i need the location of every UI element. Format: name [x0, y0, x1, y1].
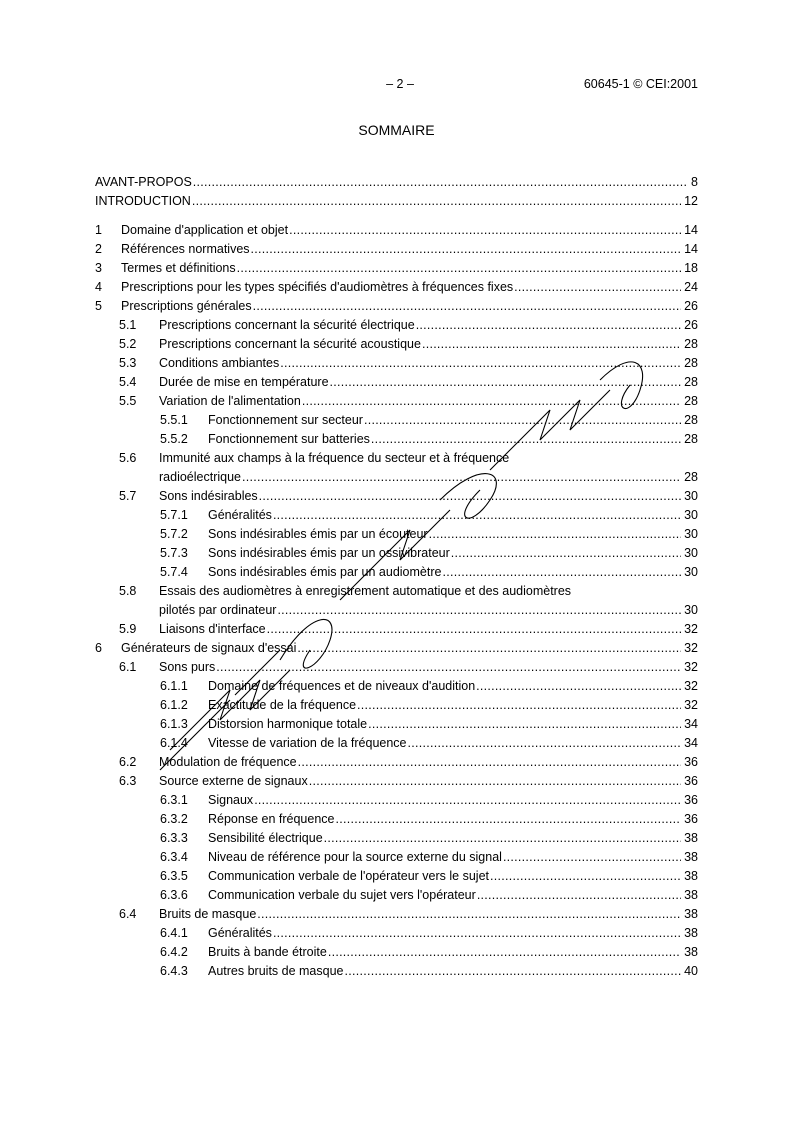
- page-ref: 8: [691, 175, 698, 189]
- entry-line: [159, 392, 698, 411]
- page-ref: 38: [684, 831, 698, 845]
- entry-line: [121, 221, 698, 240]
- dot-leader: [367, 715, 681, 734]
- entry-title: Fonctionnement sur secteur: [208, 413, 363, 427]
- entry-line: [159, 753, 698, 772]
- entry-title: Sensibilité électrique: [208, 831, 323, 845]
- entry-line: [159, 373, 698, 392]
- page-ref: 26: [684, 299, 698, 313]
- page-ref: 18: [684, 261, 698, 275]
- entry-line: [208, 943, 698, 962]
- dot-leader: [502, 848, 681, 867]
- entry-title: Fonctionnement sur batteries: [208, 432, 370, 446]
- toc-entry: [95, 905, 698, 924]
- entry-number: 6.1.2: [160, 698, 188, 712]
- entry-title: Générateurs de signaux d'essai: [121, 641, 297, 655]
- dot-leader: [308, 772, 681, 791]
- dot-leader: [241, 468, 681, 487]
- page-ref: 30: [684, 508, 698, 522]
- page-ref: 14: [684, 223, 698, 237]
- entry-line: [208, 829, 698, 848]
- dot-leader: [475, 677, 681, 696]
- entry-number: 6.3.1: [160, 793, 188, 807]
- dot-leader: [256, 905, 681, 924]
- entry-number: 5.6: [119, 451, 137, 465]
- dot-leader: [370, 430, 681, 449]
- dot-leader: [301, 392, 681, 411]
- toc-entry: [95, 867, 698, 886]
- toc-entry: [95, 924, 698, 943]
- page-ref: 32: [684, 660, 698, 674]
- dot-leader: [192, 173, 688, 192]
- entry-title: AVANT-PROPOS: [95, 175, 192, 189]
- dot-leader: [334, 810, 681, 829]
- entry-title: Immunité aux champs à la fréquence du secteur et à fréquence: [159, 451, 510, 465]
- entry-title: Réponse en fréquence: [208, 812, 335, 826]
- entry-line: [208, 791, 698, 810]
- page-ref: 34: [684, 717, 698, 731]
- entry-number: 5.7.3: [160, 546, 188, 560]
- entry-title: Généralités: [208, 508, 272, 522]
- toc-entry: [95, 563, 698, 582]
- toc-entry: [95, 829, 698, 848]
- page-ref: 38: [684, 869, 698, 883]
- entry-line: [208, 563, 698, 582]
- entry-title: Niveau de référence pour la source externe du signal: [208, 850, 502, 864]
- entry-number: 5.5.2: [160, 432, 188, 446]
- toc-entry: [95, 772, 698, 791]
- entry-line: [208, 525, 698, 544]
- dot-leader: [489, 867, 681, 886]
- entry-line: [208, 430, 698, 449]
- entry-line: [208, 848, 698, 867]
- page-ref: 32: [684, 698, 698, 712]
- entry-title: Domaine d'application et objet: [121, 223, 289, 237]
- entry-number: 5.7: [119, 489, 137, 503]
- dot-leader: [276, 601, 681, 620]
- page-ref: 14: [684, 242, 698, 256]
- page-ref: 28: [684, 356, 698, 370]
- dot-leader: [272, 924, 681, 943]
- page-ref: 36: [684, 812, 698, 826]
- page-ref: 30: [684, 527, 698, 541]
- page-ref: 28: [684, 432, 698, 446]
- entry-title: Durée de mise en température: [159, 375, 329, 389]
- dot-leader: [296, 639, 681, 658]
- dot-leader: [250, 240, 682, 259]
- dot-leader: [215, 658, 681, 677]
- toc-entry: [95, 354, 698, 373]
- page-ref: 26: [684, 318, 698, 332]
- dot-leader: [407, 734, 682, 753]
- entry-number: 5.8: [119, 584, 137, 598]
- entry-title: Prescriptions concernant la sécurité électrique: [159, 318, 415, 332]
- entry-line: [208, 886, 698, 905]
- entry-number: 5: [95, 299, 102, 313]
- toc-entry: [95, 411, 698, 430]
- entry-line: [121, 297, 698, 316]
- dot-leader: [363, 411, 681, 430]
- toc-entry: [95, 582, 698, 620]
- entry-line: [208, 411, 698, 430]
- entry-title: Prescriptions pour les types spécifiés d'audiomètres à fréquences fixes: [121, 280, 514, 294]
- dot-leader: [344, 962, 682, 981]
- toc-entry: [95, 734, 698, 753]
- entry-title: Domaine de fréquences et de niveaux d'audition: [208, 679, 476, 693]
- dot-leader: [450, 544, 681, 563]
- page-ref: 28: [684, 337, 698, 351]
- entry-number: 5.7.2: [160, 527, 188, 541]
- page-ref: 34: [684, 736, 698, 750]
- page-ref: 30: [684, 546, 698, 560]
- page-ref: 32: [684, 641, 698, 655]
- toc-entry: [95, 430, 698, 449]
- entry-title: Sons indésirables émis par un audiomètre: [208, 565, 442, 579]
- page-ref: 30: [684, 565, 698, 579]
- page-title: SOMMAIRE: [358, 122, 435, 138]
- dot-leader: [513, 278, 681, 297]
- entry-number: 5.9: [119, 622, 137, 636]
- document-reference: 60645-1 © CEI:2001: [583, 77, 698, 91]
- page-ref: 28: [684, 375, 698, 389]
- entry-line: [95, 173, 698, 192]
- entry-number: 6.4: [119, 907, 137, 921]
- entry-number: 2: [95, 242, 102, 256]
- entry-number: 6.3.5: [160, 869, 188, 883]
- dot-leader: [415, 316, 681, 335]
- dot-leader: [327, 943, 681, 962]
- dot-leader: [476, 886, 681, 905]
- page-ref: 38: [684, 926, 698, 940]
- dot-leader: [441, 563, 681, 582]
- dot-leader: [323, 829, 681, 848]
- entry-title: Bruits de masque: [159, 907, 257, 921]
- entry-line: [208, 962, 698, 981]
- toc-entry: [95, 544, 698, 563]
- page-ref: 30: [684, 603, 698, 617]
- entry-title: Bruits à bande étroite: [208, 945, 327, 959]
- entry-title: Essais des audiomètres à enregistrement automatique et des audiomètres: [159, 584, 572, 598]
- entry-number: 5.2: [119, 337, 137, 351]
- entry-number: 5.7.1: [160, 508, 188, 522]
- page-ref: 28: [684, 394, 698, 408]
- entry-line: [159, 772, 698, 791]
- toc-entry: [95, 449, 698, 487]
- toc-entry: [95, 373, 698, 392]
- toc-entry: [95, 715, 698, 734]
- page-ref: 40: [684, 964, 698, 978]
- entry-line: [208, 734, 698, 753]
- toc-entry: [95, 221, 698, 240]
- toc-entry: [95, 278, 698, 297]
- page-number: – 2 –: [386, 77, 414, 91]
- dot-leader: [279, 354, 681, 373]
- entry-number: 6.4.2: [160, 945, 188, 959]
- entry-number: 6.3.3: [160, 831, 188, 845]
- entry-title: Communication verbale de l'opérateur vers le sujet: [208, 869, 489, 883]
- entry-line: [159, 620, 698, 639]
- toc-entry: [95, 297, 698, 316]
- page-ref: 36: [684, 774, 698, 788]
- section-gap: [95, 211, 698, 221]
- entry-line: [121, 278, 698, 297]
- entry-number: 6.4.3: [160, 964, 188, 978]
- entry-title: Prescriptions générales: [121, 299, 252, 313]
- entry-line: [208, 677, 698, 696]
- entry-title: Exactitude de la fréquence: [208, 698, 357, 712]
- entry-title: Variation de l'alimentation: [159, 394, 301, 408]
- page-ref: 38: [684, 888, 698, 902]
- toc-entry: [95, 810, 698, 829]
- entry-title: pilotés par ordinateur: [159, 603, 277, 617]
- entry-number: 6.3.4: [160, 850, 188, 864]
- entry-title: Prescriptions concernant la sécurité acoustique: [159, 337, 421, 351]
- toc-entry: [95, 658, 698, 677]
- entry-title: Modulation de fréquence: [159, 755, 297, 769]
- entry-line: [208, 867, 698, 886]
- entry-title: Autres bruits de masque: [208, 964, 344, 978]
- entry-line: [159, 468, 698, 487]
- dot-leader: [272, 506, 681, 525]
- toc-entry: [95, 240, 698, 259]
- toc-entry: [95, 525, 698, 544]
- toc-entry: [95, 259, 698, 278]
- entry-line: [159, 658, 698, 677]
- toc-entry: [95, 696, 698, 715]
- entry-number: 4: [95, 280, 102, 294]
- entry-title: Sons indésirables émis par un ossivibrateur: [208, 546, 450, 560]
- toc-entry: [95, 392, 698, 411]
- page-ref: 12: [684, 194, 698, 208]
- page-ref: 30: [684, 489, 698, 503]
- toc-entry: [95, 487, 698, 506]
- entry-number: 5.4: [119, 375, 137, 389]
- entry-line: [208, 506, 698, 525]
- entry-number: 5.5: [119, 394, 137, 408]
- entry-number: 6.3: [119, 774, 137, 788]
- toc-entry: [95, 639, 698, 658]
- entry-number: 6.4.1: [160, 926, 188, 940]
- entry-line: [159, 487, 698, 506]
- entry-title: Termes et définitions: [121, 261, 236, 275]
- dot-leader: [191, 192, 681, 211]
- entry-number: 5.7.4: [160, 565, 188, 579]
- dot-leader: [258, 487, 681, 506]
- entry-title: Sons indésirables émis par un écouteur: [208, 527, 428, 541]
- entry-title: Signaux: [208, 793, 254, 807]
- toc-entry: [95, 962, 698, 981]
- table-of-contents: [95, 173, 698, 981]
- page-ref: 32: [684, 622, 698, 636]
- entry-number: 6.2: [119, 755, 137, 769]
- dot-leader: [252, 297, 681, 316]
- toc-entry: [95, 753, 698, 772]
- page-ref: 36: [684, 793, 698, 807]
- entry-title: Conditions ambiantes: [159, 356, 280, 370]
- dot-leader: [266, 620, 681, 639]
- entry-title: Communication verbale du sujet vers l'opérateur: [208, 888, 476, 902]
- entry-line: [208, 715, 698, 734]
- toc-entry: [95, 677, 698, 696]
- page-ref: 24: [684, 280, 698, 294]
- entry-number: 6: [95, 641, 102, 655]
- entry-number: 5.5.1: [160, 413, 188, 427]
- toc-entry: [95, 943, 698, 962]
- entry-line: [208, 696, 698, 715]
- toc-entry: [95, 173, 698, 192]
- entry-line: [159, 601, 698, 620]
- page-ref: 38: [684, 945, 698, 959]
- entry-number: 6.3.2: [160, 812, 188, 826]
- entry-line: [208, 810, 698, 829]
- entry-number: 6.3.6: [160, 888, 188, 902]
- page-ref: 28: [684, 470, 698, 484]
- entry-title: Source externe de signaux: [159, 774, 308, 788]
- entry-title: radioélectrique: [159, 470, 241, 484]
- toc-entry: [95, 791, 698, 810]
- entry-line: [159, 335, 698, 354]
- entry-number: 6.1.1: [160, 679, 188, 693]
- page-ref: 38: [684, 850, 698, 864]
- entry-number: 1: [95, 223, 102, 237]
- entry-title: Vitesse de variation de la fréquence: [208, 736, 407, 750]
- page-ref: 28: [684, 413, 698, 427]
- entry-title: Liaisons d'interface: [159, 622, 266, 636]
- entry-title: Généralités: [208, 926, 272, 940]
- entry-number: 5.3: [119, 356, 137, 370]
- page-ref: 36: [684, 755, 698, 769]
- entry-number: 6.1.3: [160, 717, 188, 731]
- toc-entry: [95, 620, 698, 639]
- toc-entry: [95, 848, 698, 867]
- entry-line: [95, 192, 698, 211]
- page-ref: 38: [684, 907, 698, 921]
- entry-number: 6.1: [119, 660, 137, 674]
- dot-leader: [421, 335, 681, 354]
- toc-entry: [95, 192, 698, 211]
- toc-entry: [95, 316, 698, 335]
- dot-leader: [428, 525, 682, 544]
- dot-leader: [236, 259, 681, 278]
- entry-line: [121, 240, 698, 259]
- entry-title: Sons indésirables: [159, 489, 258, 503]
- entry-line: [121, 639, 698, 658]
- entry-title: Distorsion harmonique totale: [208, 717, 368, 731]
- dot-leader: [297, 753, 681, 772]
- dot-leader: [288, 221, 681, 240]
- toc-entry: [95, 335, 698, 354]
- entry-title: Références normatives: [121, 242, 250, 256]
- entry-title: INTRODUCTION: [95, 194, 191, 208]
- entry-line: [121, 259, 698, 278]
- toc-entry: [95, 506, 698, 525]
- entry-line: [159, 905, 698, 924]
- entry-line: [159, 316, 698, 335]
- dot-leader: [329, 373, 682, 392]
- dot-leader: [253, 791, 681, 810]
- dot-leader: [356, 696, 681, 715]
- page-ref: 32: [684, 679, 698, 693]
- entry-line: [159, 354, 698, 373]
- entry-line: [208, 544, 698, 563]
- entry-title: Sons purs: [159, 660, 216, 674]
- entry-line: [208, 924, 698, 943]
- entry-number: 6.1.4: [160, 736, 188, 750]
- toc-entry: [95, 886, 698, 905]
- entry-number: 5.1: [119, 318, 137, 332]
- entry-number: 3: [95, 261, 102, 275]
